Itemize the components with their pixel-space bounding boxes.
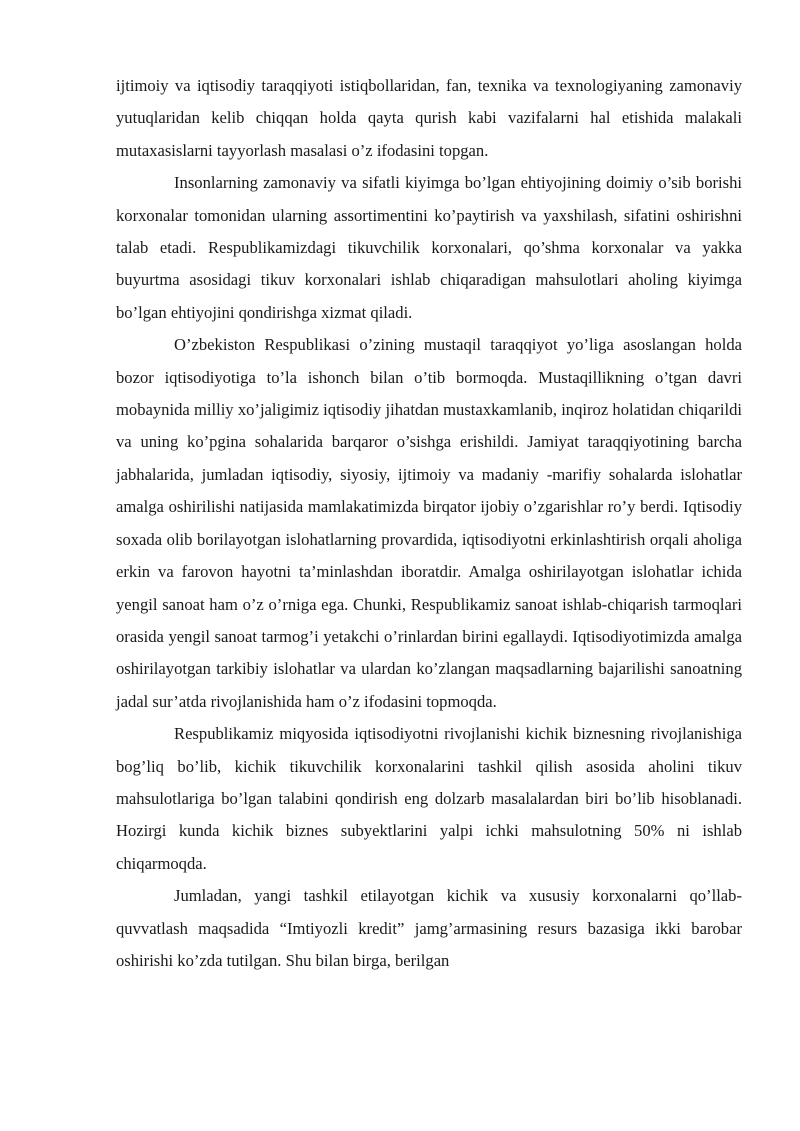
paragraph-2: Insonlarning zamonaviy va sifatli kiyimga bo’lgan ehtiyojining doimiy o’sib borishi korxonalar tomonidan ularning assortimentini ko’paytirish va yaxshilash, sifatini oshirishni talab etadi. Respublikamizdagi tikuvchilik korxonalari, qo’shma korxonalar va yakka buyurtma asosidagi tikuv korxonalari ishlab chiqaradigan mahsulotlari aholing kiyimga bo’lgan ehtiyojini qondirishga xizmat qiladi. bbox=[116, 173, 742, 322]
paragraph-1: ijtimoiy va iqtisodiy taraqqiyoti istiqbollaridan, fan, texnika va texnologiyaning zamonaviy yutuqlaridan kelib chiqqan holda qayta qurish kabi vazifalarni hal etishida malakali mutaxasislarni tayyorlash masalasi o’z ifodasini topgan. bbox=[116, 76, 742, 160]
document-page bbox=[116, 70, 742, 977]
paragraph-3: O’zbekiston Respublikasi o’zining mustaqil taraqqiyot yo’liga asoslangan holda bozor iqtisodiyotiga to’la ishonch bilan o’tib bormoqda. Mustaqillikning o’tgan davri mobaynida milliy xo’jaligimiz iqtisodiy jihatdan mustaxkamlanib, inqiroz holatidan chiqarildi va uning ko’pgina sohalarida barqaror o’sishga erishildi. Jamiyat taraqqiyotining barcha jabhalarida, jumladan iqtisodiy, siyosiy, ijtimoiy va madaniy -marifiy sohalarda islohatlar amalga oshirilishi natijasida mamlakatimizda birqator ijobiy o’zgarishlar ro’y berdi. Iqtisodiy soxada olib borilayotgan islohatlarning provardida, iqtisodiyotni erkinlashtirish orqali aholiga erkin va farovon hayotni ta’minlashdan iboratdir. Amalga oshirilayotgan islohatlar ichida yengil sanoat ham o’z o’rniga ega. Chunki, Respublikamiz sanoat ishlab-chiqarish tarmoqlari orasida yengil sanoat tarmog’i yetakchi o’rinlardan birini egallaydi. Iqtisodiyotimizda amalga oshirilayotgan tarkibiy islohatlar va ulardan ko’zlangan maqsadlarning bajarilishi sanoatning jadal sur’atda rivojlanishida ham o’z ifodasini topmoqda. bbox=[116, 335, 742, 711]
paragraph-4: Respublikamiz miqyosida iqtisodiyotni rivojlanishi kichik biznesning rivojlanishiga bog’liq bo’lib, kichik tikuvchilik korxonalarini tashkil qilish asosida aholini tikuv mahsulotlariga bo’lgan talabini qondirish eng dolzarb masalalardan biri bo’lib hisoblanadi. Hozirgi kunda kichik biznes subyektlarini yalpi ichki mahsulotning 50% ni ishlab chiqarmoqda. bbox=[116, 724, 742, 873]
paragraph-5: Jumladan, yangi tashkil etilayotgan kichik va xususiy korxonalarni qo’llab-quvvatlash maqsadida “Imtiyozli kredit” jamg’armasining resurs bazasiga ikki barobar oshirishi ko’zda tutilgan. Shu bilan birga, berilgan bbox=[116, 886, 742, 970]
